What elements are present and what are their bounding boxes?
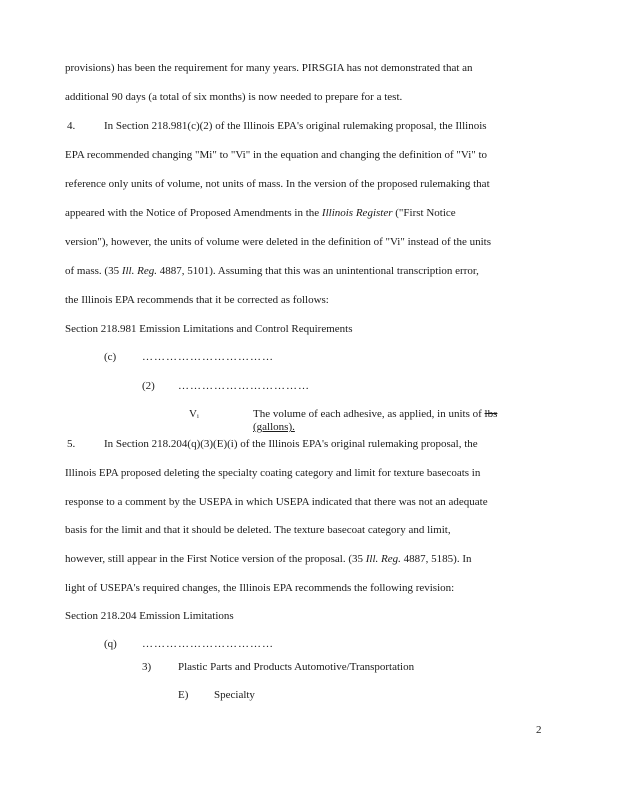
paragraph-line: the Illinois EPA recommends that it be corrected as follows: [65, 294, 329, 306]
text-run: 4887, 5101). Assuming that this was an unintentional transcription error, [156, 265, 479, 277]
item-number: 4. [67, 120, 76, 132]
definition-text [253, 408, 497, 421]
paragraph-line [65, 553, 471, 566]
item-number: 5. [67, 438, 76, 450]
definition-term: Vᵢ [189, 408, 199, 420]
paragraph-line: version"), however, the units of volume were deleted in the definition of "Vi" instead of the units [65, 236, 491, 248]
paragraph-line: In Section 218.204(q)(3)(E)(i) of the Illinois EPA's original rulemaking proposal, the [104, 438, 478, 450]
subsection-label: E) [178, 689, 189, 701]
deleted-text: lbs [484, 408, 498, 420]
subsection-label: 3) [142, 661, 152, 673]
subsection-text: Plastic Parts and Products Automotive/Transportation [178, 661, 415, 673]
section-heading: Section 218.981 Emission Limitations and Control Requirements [65, 323, 353, 335]
subsection-text: Specialty [214, 689, 255, 701]
citation: Ill. Reg. [365, 553, 401, 565]
text-run: ("First Notice [392, 207, 456, 219]
paragraph-line: basis for the limit and that it should be deleted. The texture basecoat category and limit, [65, 524, 451, 536]
ellipsis: …………………………… [142, 638, 274, 650]
text-run: appeared with the Notice of Proposed Amendments in the [65, 207, 322, 219]
citation: Ill. Reg. [121, 265, 157, 277]
ellipsis: …………………………… [178, 380, 310, 392]
paragraph-line: Illinois EPA proposed deleting the specialty coating category and limit for texture basecoats in [65, 467, 481, 479]
paragraph-line: reference only units of volume, not units of mass. In the version of the proposed rulemaking that [65, 178, 490, 190]
section-heading: Section 218.204 Emission Limitations [65, 610, 234, 622]
text-run: of mass. (35 [65, 265, 122, 277]
paragraph-line: In Section 218.981(c)(2) of the Illinois EPA's original rulemaking proposal, the Illinois [104, 120, 487, 132]
paragraph-line: response to a comment by the USEPA in which USEPA indicated that there was not an adequate [65, 496, 488, 508]
page-number: 2 [536, 724, 542, 736]
subsection-label: (q) [104, 638, 117, 650]
text-run: 4887, 5185). In [400, 553, 472, 565]
paragraph-line [65, 265, 479, 278]
subsection-label: (2) [142, 380, 155, 392]
paragraph-line: provisions) has been the requirement for many years. PIRSGIA has not demonstrated that an [65, 62, 473, 74]
inserted-text: (gallons). [253, 421, 295, 433]
definition-text [253, 421, 295, 434]
paragraph-line: light of USEPA's required changes, the Illinois EPA recommends the following revision: [65, 582, 455, 594]
text-run: The volume of each adhesive, as applied, in units of [253, 408, 485, 420]
paragraph-line: EPA recommended changing "Mi" to "Vi" in the equation and changing the definition of "Vi" to [65, 149, 488, 161]
paragraph-line: additional 90 days (a total of six months) is now needed to prepare for a test. [65, 91, 403, 103]
paragraph-line [65, 207, 456, 220]
publication-title: Illinois Register [321, 207, 393, 219]
subsection-label: (c) [104, 351, 117, 363]
ellipsis: …………………………… [142, 351, 274, 363]
text-run: however, still appear in the First Notice version of the proposal. (35 [65, 553, 366, 565]
